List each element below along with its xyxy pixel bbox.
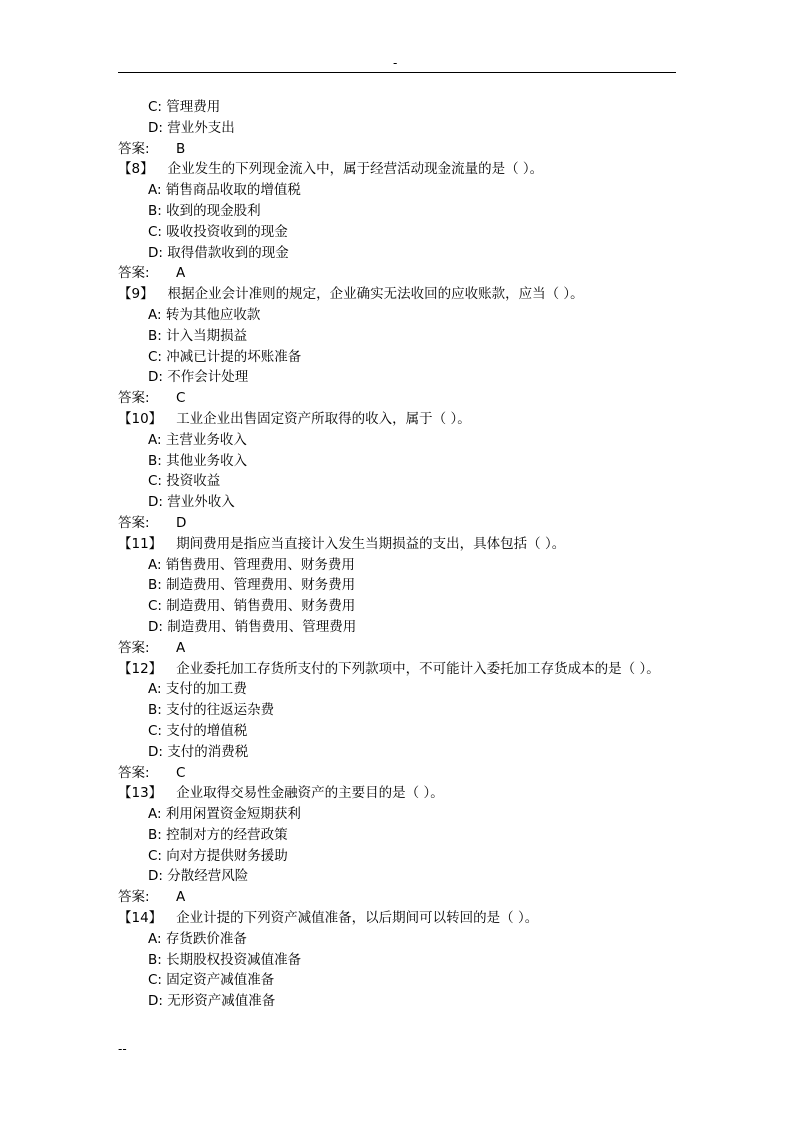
option-text: 支付的加工费 <box>165 681 247 698</box>
option-letter: C: <box>148 722 162 739</box>
question-stem <box>118 284 688 305</box>
option-text: 冲减已计提的坏账准备 <box>166 348 302 365</box>
option-letter: D: <box>148 244 163 261</box>
option-letter: A: <box>148 306 162 323</box>
answer-label: 答案: <box>118 639 150 656</box>
option-text: 不作会计处理 <box>167 369 249 386</box>
answer-line <box>118 887 688 908</box>
option-item <box>118 596 688 617</box>
option-item <box>118 243 688 264</box>
option-item <box>118 825 688 846</box>
option-item <box>118 451 688 472</box>
option-letter: D: <box>148 993 163 1010</box>
question-text: 企业发生的下列现金流入中，属于经营活动现金流量的是（ ）。 <box>167 161 544 178</box>
answer-label: 答案: <box>118 140 150 157</box>
option-text: 收到的现金股利 <box>166 202 261 219</box>
question-stem <box>118 908 688 929</box>
question-number: 【11】 <box>118 535 163 552</box>
option-text: 长期股权投资减值准备 <box>166 951 302 968</box>
option-item <box>118 742 688 763</box>
question-stem <box>118 783 688 804</box>
answer-label: 答案: <box>118 514 150 531</box>
answer-label: 答案: <box>118 390 150 407</box>
question-stem <box>118 159 688 180</box>
option-letter: D: <box>148 618 163 635</box>
option-letter: B: <box>148 202 162 219</box>
option-text: 投资收益 <box>166 473 221 490</box>
option-text: 制造费用、销售费用、财务费用 <box>166 598 356 615</box>
question-text: 工业企业出售固定资产所取得的收入，属于（ ）。 <box>176 410 471 427</box>
answer-value: C <box>176 390 186 407</box>
option-item <box>118 991 688 1012</box>
question-text: 期间费用是指应当直接计入发生当期损益的支出，具体包括（ ）。 <box>176 535 566 552</box>
option-letter: A: <box>148 556 162 573</box>
option-letter: B: <box>148 826 162 843</box>
question-stem <box>118 409 688 430</box>
option-item <box>118 970 688 991</box>
option-item <box>118 326 688 347</box>
option-letter: D: <box>148 743 163 760</box>
option-text: 取得借款收到的现金 <box>167 244 289 261</box>
answer-label: 答案: <box>118 889 150 906</box>
answer-line <box>118 638 688 659</box>
option-text: 营业外支出 <box>167 119 235 136</box>
option-item <box>118 201 688 222</box>
option-letter: C: <box>148 847 162 864</box>
header-rule <box>118 72 676 73</box>
option-text: 销售费用、管理费用、财务费用 <box>165 556 355 573</box>
option-letter: D: <box>148 369 163 386</box>
option-text: 营业外收入 <box>167 494 235 511</box>
option-item <box>118 846 688 867</box>
option-text: 固定资产减值准备 <box>166 972 275 989</box>
option-item <box>118 721 688 742</box>
answer-value: A <box>176 889 186 906</box>
option-item <box>118 929 688 950</box>
option-text: 计入当期损益 <box>166 327 248 344</box>
option-letter: C: <box>148 99 162 115</box>
option-text: 销售商品收取的增值税 <box>165 182 301 199</box>
option-text: 主营业务收入 <box>165 431 247 448</box>
option-item <box>118 97 688 118</box>
option-item <box>118 555 688 576</box>
option-item <box>118 679 688 700</box>
option-text: 支付的消费税 <box>167 743 249 760</box>
answer-value: A <box>176 265 186 282</box>
option-text: 制造费用、销售费用、管理费用 <box>167 618 357 635</box>
answer-line <box>118 513 688 534</box>
option-text: 转为其他应收款 <box>165 306 261 323</box>
option-item <box>118 347 688 368</box>
answer-value: D <box>176 514 187 531</box>
option-item <box>118 471 688 492</box>
option-item <box>118 180 688 201</box>
option-letter: B: <box>148 327 162 344</box>
option-item <box>118 700 688 721</box>
answer-line <box>118 263 688 284</box>
option-item <box>118 866 688 887</box>
option-text: 分散经营风险 <box>167 868 249 885</box>
question-text: 企业取得交易性金融资产的主要目的是（ ）。 <box>176 785 444 802</box>
option-letter: B: <box>148 452 162 469</box>
option-item <box>118 305 688 326</box>
option-letter: B: <box>148 577 162 594</box>
question-stem <box>118 659 688 680</box>
question-number: 【8】 <box>118 161 154 178</box>
answer-line <box>118 763 688 784</box>
option-letter: D: <box>148 868 163 885</box>
option-text: 无形资产减值准备 <box>167 993 276 1010</box>
option-letter: B: <box>148 702 162 719</box>
question-text: 企业计提的下列资产减值准备，以后期间可以转回的是（ ）。 <box>176 910 539 927</box>
question-stem <box>118 534 688 555</box>
option-letter: A: <box>148 431 162 448</box>
option-item <box>118 617 688 638</box>
question-number: 【12】 <box>118 660 163 677</box>
answer-line <box>118 139 688 160</box>
question-number: 【9】 <box>118 286 154 303</box>
option-letter: D: <box>148 494 163 511</box>
question-number: 【10】 <box>118 410 163 427</box>
option-letter: C: <box>148 223 162 240</box>
answer-value: A <box>176 639 186 656</box>
option-item <box>118 950 688 971</box>
option-item <box>118 804 688 825</box>
option-text: 制造费用、管理费用、财务费用 <box>166 577 356 594</box>
question-text: 根据企业会计准则的规定，企业确实无法收回的应收账款，应当（ ）。 <box>167 286 584 303</box>
answer-label: 答案: <box>118 764 150 781</box>
option-letter: C: <box>148 348 162 365</box>
option-text: 控制对方的经营政策 <box>166 826 288 843</box>
footer-mark: -- <box>118 1042 127 1056</box>
option-item <box>118 118 688 139</box>
answer-label: 答案: <box>118 265 150 282</box>
option-text: 利用闲置资金短期获利 <box>165 806 301 823</box>
header-mark: - <box>393 56 398 70</box>
question-list <box>118 97 688 1012</box>
option-letter: A: <box>148 182 162 199</box>
option-text: 其他业务收入 <box>166 452 248 469</box>
option-text: 支付的往返运杂费 <box>166 702 275 719</box>
option-letter: C: <box>148 598 162 615</box>
option-item <box>118 492 688 513</box>
option-text: 吸收投资收到的现金 <box>166 223 288 240</box>
question-text: 企业委托加工存货所支付的下列款项中，不可能计入委托加工存货成本的是（ ）。 <box>176 660 660 677</box>
answer-value: C <box>176 764 186 781</box>
option-text: 向对方提供财务援助 <box>166 847 288 864</box>
answer-value: B <box>176 140 186 157</box>
option-letter: C: <box>148 972 162 989</box>
question-number: 【13】 <box>118 785 163 802</box>
question-number: 【14】 <box>118 910 163 927</box>
option-letter: D: <box>148 119 163 136</box>
option-letter: C: <box>148 473 162 490</box>
option-letter: B: <box>148 951 162 968</box>
option-text: 管理费用 <box>166 99 221 115</box>
option-letter: A: <box>148 930 162 947</box>
answer-line <box>118 388 688 409</box>
option-text: 存货跌价准备 <box>165 930 247 947</box>
option-letter: A: <box>148 681 162 698</box>
option-text: 支付的增值税 <box>166 722 248 739</box>
option-item <box>118 575 688 596</box>
option-item <box>118 367 688 388</box>
option-item <box>118 222 688 243</box>
option-item <box>118 430 688 451</box>
option-letter: A: <box>148 806 162 823</box>
